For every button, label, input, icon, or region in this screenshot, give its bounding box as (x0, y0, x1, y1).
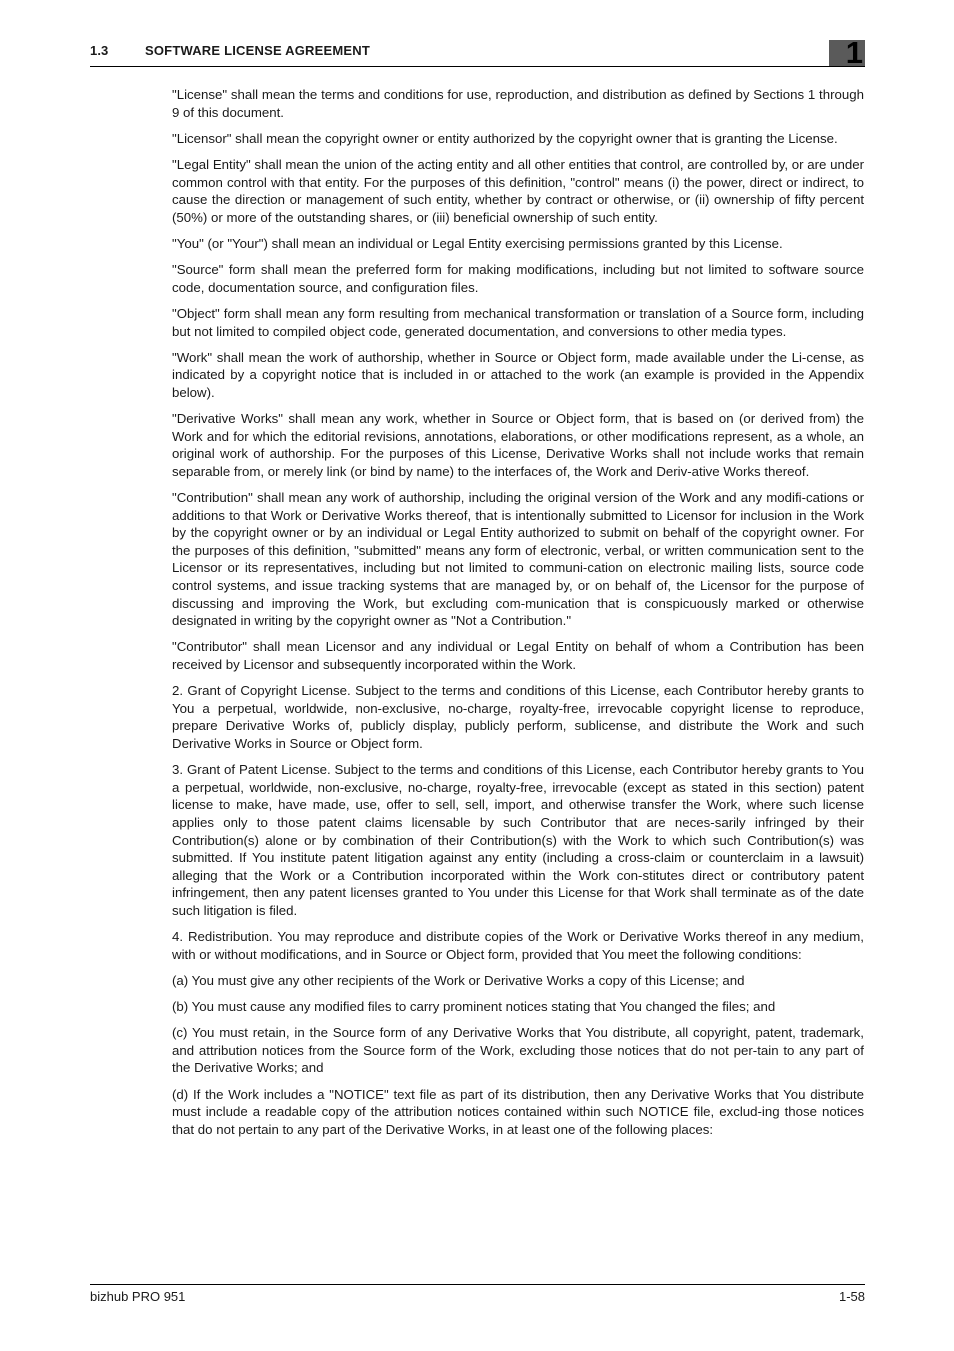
page-number: 1-58 (838, 1289, 865, 1304)
section-number: 1.3 (90, 43, 109, 58)
paragraph-redistribution: 4. Redistribution. You may reproduce and distribute copies of the Work or Derivative Works thereof in any medium, with or without modifications, and in Source or Object form, provided that You meet the following conditions: (172, 929, 864, 962)
paragraph-object-definition: "Object" form shall mean any form resulting from mechanical transformation or translation of a Source form, including but not limited to compiled object code, generated documentation, and conversions to other media types. (172, 305, 864, 339)
section-title: SOFTWARE LICENSE AGREEMENT (145, 43, 371, 58)
product-name: bizhub PRO 951 (90, 1289, 186, 1304)
page-header (90, 35, 865, 70)
license-text (172, 86, 864, 1147)
paragraph-condition-a: (a) You must give any other recipients of the Work or Derivative Works a copy of this License; and (172, 972, 745, 988)
paragraph-condition-d: (d) If the Work includes a "NOTICE" text file as part of its distribution, then any Derivative Works that You distribute must include a readable copy of the attribution notices contained within such NOTICE file, exclud-ing those notices that do not pertain to any part of the Derivative Works, in at least one of the following places: (172, 1086, 864, 1137)
paragraph-source-definition: "Source" form shall mean the preferred form for making modifications, including but not limited to software source code, documentation source, and configuration files. (172, 262, 864, 295)
page-footer (90, 1284, 865, 1309)
paragraph-contribution-definition: "Contribution" shall mean any work of authorship, including the original version of the Work and any modifi-cations or additions to that Work or Derivative Works thereof, that is intentionally submitted to Licensor for inclusion in the Work by the copyright owner or by an individual or Legal Entity authorized to submit on behalf of the copyright owner. For the purposes of this definition, "submitted" means any form of electronic, verbal, or written communication sent to the Licensor or its representatives, including but not limited to communi-cation on electronic mailing lists, source code control systems, and issue tracking systems that are managed by, or on behalf of, the Licensor for the purpose of discussing and improving the Work, but excluding com-munication that is conspicuously marked or otherwise designated in writing by the copyright owner as "Not a Contribution." (172, 490, 864, 629)
chapter-number: 1 (845, 35, 863, 70)
paragraph-licensor-definition: "Licensor" shall mean the copyright owner or entity authorized by the copyright owner that is granting the License. (172, 130, 838, 146)
paragraph-grant-patent: 3. Grant of Patent License. Subject to the terms and conditions of this License, each Contributor hereby grants to You a perpetual, worldwide, non-exclusive, no-charge, royalty-free, irrevocable (except as stated in this section) patent license to make, have made, use, offer to sell, sell, import, and otherwise transfer the Work, where such license applies only to those patent claims licensable by such Contributor that are neces-sarily infringed by their Contribution(s) alone or by combination of their Contribution(s) with the Work to which such Contribution(s) was submitted. If You institute patent litigation against any entity (including a cross-claim or counterclaim in a lawsuit) alleging that the Work or a Contribution incorporated within the Work con-stitutes direct or contributory patent infringement, then any patent licenses granted to You under this License for that Work shall terminate as of the date such litigation is filed. (172, 762, 864, 918)
paragraph-contributor-definition: "Contributor" shall mean Licensor and any individual or Legal Entity on behalf of whom a Contribution has been received by Licensor and subsequently incorporated within the Work. (172, 639, 864, 672)
paragraph-work-definition: "Work" shall mean the work of authorship, whether in Source or Object form, made available under the Li-cense, as indicated by a copyright notice that is included in or attached to the work (an example is provided in the Appendix below). (172, 349, 864, 400)
paragraph-license-definition: "License" shall mean the terms and conditions for use, reproduction, and distribution as defined by Sections 1 through 9 of this document. (172, 87, 864, 120)
paragraph-condition-b: (b) You must cause any modified files to carry prominent notices stating that You changed the files; and (172, 999, 776, 1015)
paragraph-you-definition: "You" (or "Your") shall mean an individual or Legal Entity exercising permissions granted by this License. (172, 235, 783, 251)
paragraph-condition-c: (c) You must retain, in the Source form of any Derivative Works that You distribute, all copyright, patent, trademark, and attribution notices from the Source form of the Work, excluding those notices that do not per-tain to any part of the Derivative Works; and (172, 1025, 864, 1076)
paragraph-grant-copyright: 2. Grant of Copyright License. Subject to the terms and conditions of this License, each Contributor hereby grants to You a perpetual, worldwide, non-exclusive, no-charge, royalty-free, irrevocable copyright license to reproduce, prepare Derivative Works of, publicly display, publicly perform, sublicense, and distribute the Work and such Derivative Works in Source or Object form. (172, 683, 864, 751)
paragraph-derivative-works-definition: "Derivative Works" shall mean any work, whether in Source or Object form, that is based on (or derived from) the Work and for which the editorial revisions, annotations, elaborations, or other modifications represent, as a whole, an original work of authorship. For the purposes of this License, Derivative Works shall not include works that remain separable from, or merely link (or bind by name) to the interfaces of, the Work and Deriv-ative Works thereof. (172, 411, 864, 479)
paragraph-legal-entity-definition: "Legal Entity" shall mean the union of the acting entity and all other entities that control, are controlled by, or are under common control with that entity. For the purposes of this definition, "control" means (i) the power, direct or indirect, to cause the direction or management of such entity, whether by contract or otherwise, or (ii) ownership of fifty percent (50%) or more of the outstanding shares, or (iii) beneficial ownership of such entity. (172, 156, 864, 225)
